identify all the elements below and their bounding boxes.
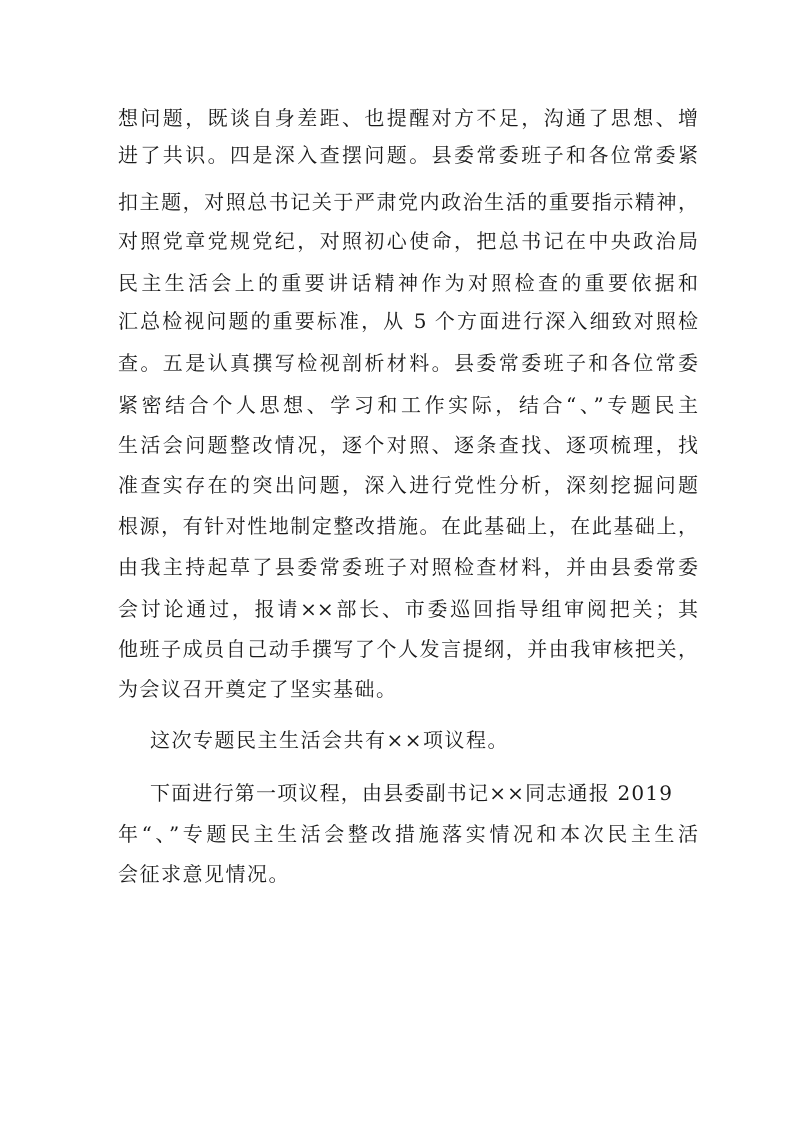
paragraph-1-line-7: 查。五是认真撰写检视剖析材料。县委常委班子和各位常委 bbox=[118, 351, 698, 375]
paragraph-1-line-15: 为会议召开奠定了坚实基础。 bbox=[118, 677, 398, 701]
paragraph-1-line-2: 进了共识。四是深入查摆问题。县委常委班子和各位常委紧 bbox=[118, 143, 698, 167]
paragraph-1-line-3: 扣主题，对照总书记关于严肃党内政治生活的重要指示精神， bbox=[118, 190, 698, 214]
paragraph-1-line-11: 根源，有针对性地制定整改措施。在此基础上，在此基础上， bbox=[118, 514, 698, 538]
paragraph-1-line-6: 汇总检视问题的重要标准，从 5 个方面进行深入细致对照检 bbox=[118, 309, 698, 333]
paragraph-1-line-14: 他班子成员自己动手撰写了个人发言提纲，并由我审核把关， bbox=[118, 637, 698, 661]
paragraph-1-line-9: 生活会问题整改情况，逐个对照、逐条查找、逐项梳理，找 bbox=[118, 433, 698, 457]
paragraph-3-line-3: 会征求意见情况。 bbox=[118, 862, 290, 886]
paragraph-3-line-1: 下面进行第一项议程，由县委副书记××同志通报 2019 bbox=[150, 781, 674, 805]
paragraph-1-line-8: 紧密结合个人思想、学习和工作实际，结合“、”专题民主 bbox=[118, 393, 698, 417]
paragraph-1-line-4: 对照党章党规党纪，对照初心使命，把总书记在中央政治局 bbox=[118, 229, 698, 253]
paragraph-1-line-12: 由我主持起草了县委常委班子对照检查材料，并由县委常委 bbox=[118, 555, 698, 579]
paragraph-3-line-2: 年“、”专题民主生活会整改措施落实情况和本次民主生活 bbox=[118, 822, 698, 846]
paragraph-1-line-13: 会讨论通过，报请××部长、市委巡回指导组审阅把关；其 bbox=[118, 597, 698, 621]
paragraph-1-line-5: 民主生活会上的重要讲话精神作为对照检查的重要依据和 bbox=[118, 271, 698, 295]
paragraph-1-line-1: 想问题，既谈自身差距、也提醒对方不足，沟通了思想、增 bbox=[118, 106, 698, 130]
paragraph-1-line-10: 准查实存在的突出问题，深入进行党性分析，深刻挖掘问题 bbox=[118, 473, 698, 497]
paragraph-2-line-1: 这次专题民主生活会共有××项议程。 bbox=[150, 728, 510, 752]
